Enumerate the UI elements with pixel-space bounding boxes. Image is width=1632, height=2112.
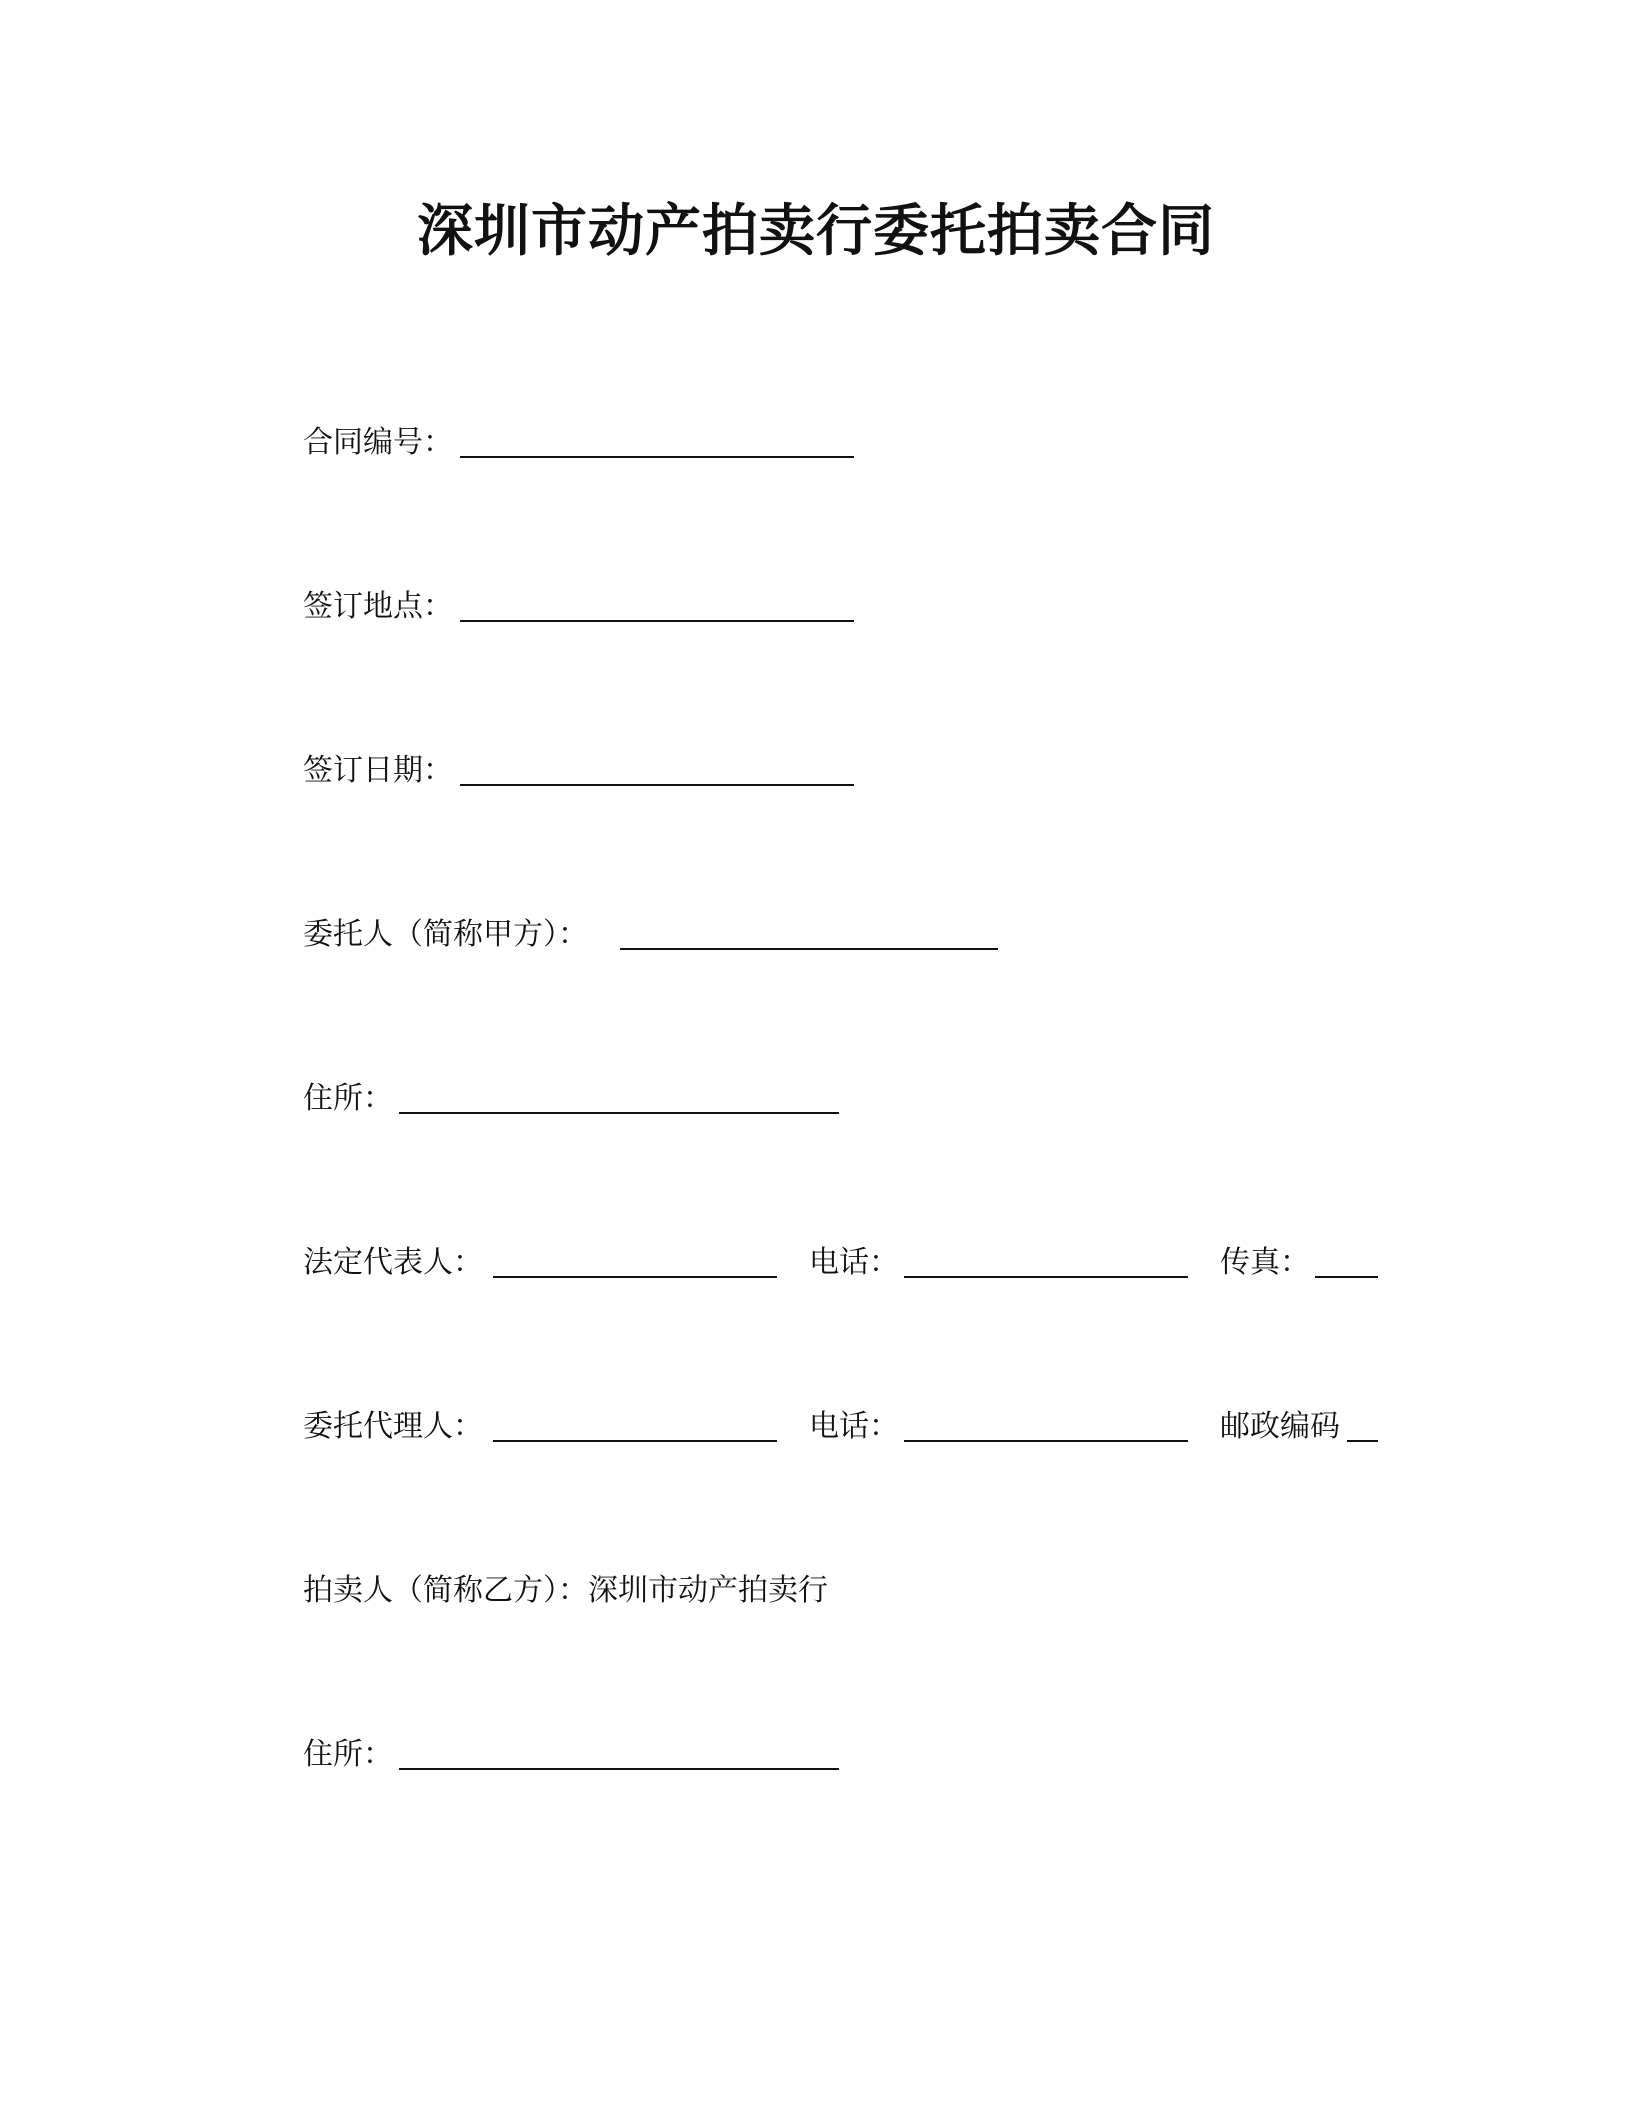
signing-date-row	[303, 749, 863, 793]
signing-place-blank[interactable]	[460, 620, 854, 622]
document-title: 深圳市动产拍卖行委托拍卖合同	[417, 199, 1215, 264]
party-b-address-blank[interactable]	[399, 1768, 839, 1770]
phone-blank[interactable]	[904, 1276, 1188, 1278]
signing-place-label: 签订地点：	[303, 589, 453, 624]
postal-code-label: 邮政编码	[1220, 1409, 1340, 1444]
party-a-label: 委托人（简称甲方）：	[303, 917, 588, 952]
party-a-address-blank[interactable]	[399, 1112, 839, 1114]
agent-phone-label: 电话：	[809, 1409, 899, 1444]
legal-representative-label: 法定代表人：	[303, 1245, 483, 1280]
party-b-row	[303, 1569, 943, 1613]
party-a-blank[interactable]	[620, 948, 998, 950]
party-a-address-row	[303, 1077, 863, 1121]
postal-code-blank[interactable]	[1347, 1440, 1378, 1442]
authorized-agent-label: 委托代理人：	[303, 1409, 483, 1444]
phone-label: 电话：	[809, 1245, 899, 1280]
party-b-address-label: 住所：	[303, 1737, 393, 1772]
party-a-address-label: 住所：	[303, 1081, 393, 1116]
authorized-agent-blank[interactable]	[493, 1440, 777, 1442]
contract-number-row	[303, 421, 863, 465]
contract-number-blank[interactable]	[460, 456, 854, 458]
fax-blank[interactable]	[1315, 1276, 1378, 1278]
legal-representative-row	[303, 1241, 1383, 1285]
contract-number-label: 合同编号：	[303, 425, 453, 460]
party-b-label: 拍卖人（简称乙方）：深圳市动产拍卖行	[303, 1573, 828, 1608]
fax-label: 传真：	[1220, 1245, 1310, 1280]
party-a-row	[303, 913, 1013, 957]
party-b-address-row	[303, 1733, 863, 1777]
authorized-agent-row	[303, 1405, 1383, 1449]
signing-date-blank[interactable]	[460, 784, 854, 786]
legal-representative-blank[interactable]	[493, 1276, 777, 1278]
signing-place-row	[303, 585, 863, 629]
signing-date-label: 签订日期：	[303, 753, 453, 788]
agent-phone-blank[interactable]	[904, 1440, 1188, 1442]
